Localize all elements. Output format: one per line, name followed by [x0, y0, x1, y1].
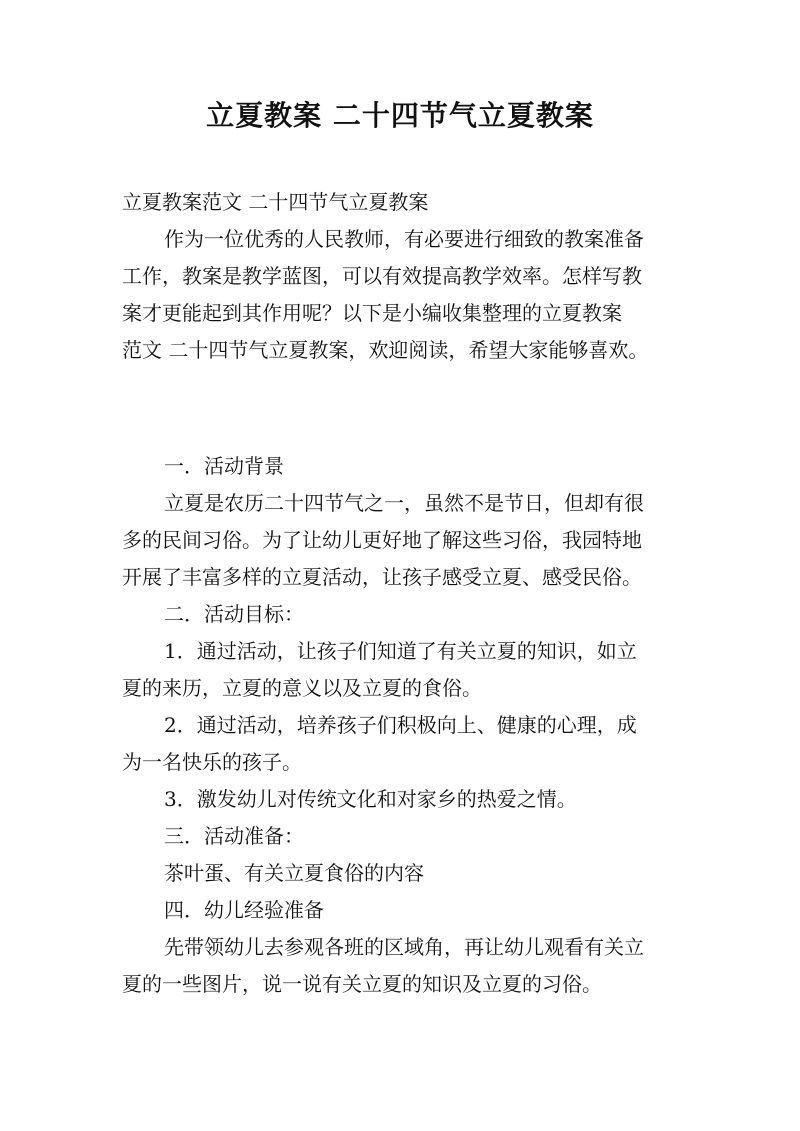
paragraph-line: 多的民间习俗。为了让幼儿更好地了解这些习俗，我园特地	[122, 528, 642, 552]
goal-item-line: 为一名快乐的孩子。	[122, 750, 302, 774]
goal-item-line: 1．通过活动，让孩子们知道了有关立夏的知识，如立	[164, 639, 637, 663]
document-title: 立夏教案 二十四节气立夏教案	[206, 99, 594, 132]
paragraph-line: 夏的一些图片，说一说有关立夏的知识及立夏的习俗。	[122, 972, 602, 996]
section-heading-preparation: 三．活动准备：	[164, 824, 304, 848]
intro-line: 范文 二十四节气立夏教案，欢迎阅读，希望大家能够喜欢。	[122, 338, 649, 362]
section-heading-background: 一．活动背景	[164, 454, 284, 478]
paragraph-line: 茶叶蛋、有关立夏食俗的内容	[164, 861, 424, 885]
intro-line: 作为一位优秀的人民教师，有必要进行细致的教案准备	[164, 227, 644, 251]
document-subtitle: 立夏教案范文 二十四节气立夏教案	[122, 190, 429, 214]
intro-line: 工作，教案是教学蓝图，可以有效提高教学效率。怎样写教	[122, 264, 642, 288]
section-spacer	[122, 369, 688, 448]
paragraph-line: 立夏是农历二十四节气之一，虽然不是节日，但却有很	[164, 491, 644, 515]
goal-item-line: 夏的来历，立夏的意义以及立夏的食俗。	[122, 676, 482, 700]
intro-line: 案才更能起到其作用呢？以下是小编收集整理的立夏教案	[122, 301, 622, 325]
paragraph-line: 先带领幼儿去参观各班的区域角，再让幼儿观看有关立	[164, 935, 644, 959]
goal-item-line: 3．激发幼儿对传统文化和对家乡的热爱之情。	[164, 787, 577, 811]
paragraph-line: 开展了丰富多样的立夏活动，让孩子感受立夏、感受民俗。	[122, 565, 642, 589]
section-heading-experience: 四．幼儿经验准备	[164, 898, 324, 922]
document-body	[122, 184, 688, 1003]
section-heading-goals: 二．活动目标：	[164, 602, 304, 626]
goal-item-line: 2．通过活动，培养孩子们积极向上、健康的心理，成	[164, 713, 637, 737]
